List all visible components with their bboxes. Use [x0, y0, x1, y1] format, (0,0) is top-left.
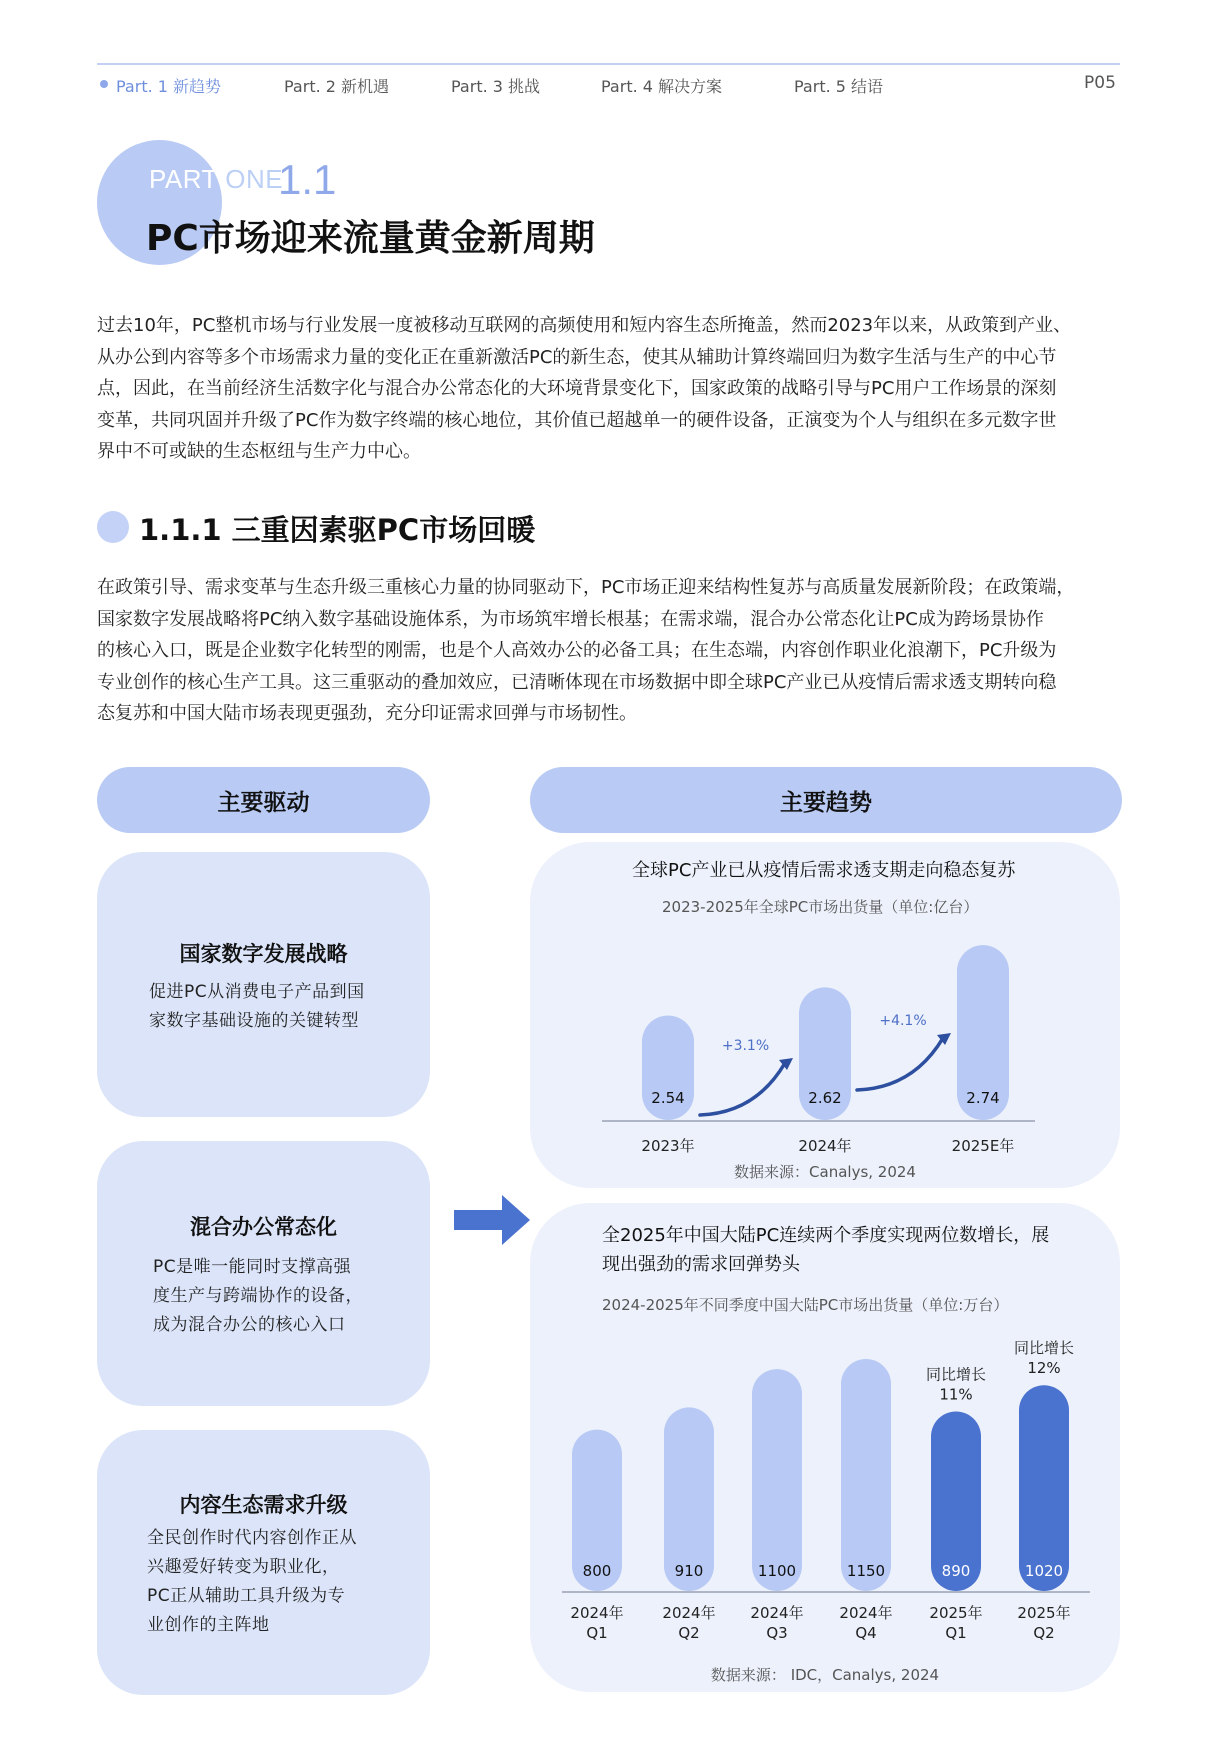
driver-line: 业创作的主阵地	[147, 1615, 270, 1635]
chart1-value-label: 2.62	[808, 1089, 842, 1107]
drivers-header: 主要驱动	[97, 767, 430, 833]
section-line: 的核心入口，既是企业数字化转型的刚需，也是个人高效办公的必备工具；在生态端，内容创作职业化浪潮下，PC升级为	[97, 640, 1057, 661]
chart2-annotation-label: 同比增长	[925, 1365, 987, 1384]
intro-line: 从办公到内容等多个市场需求力量的变化正在重新激活PC的新生态，使其从辅助计算终端回归为数字生活与生产的中心节	[97, 346, 1057, 368]
driver-title: 混合办公常态化	[190, 1215, 337, 1239]
driver-line: 家数字基础设施的关键转型	[149, 1011, 359, 1031]
part-word: PART	[149, 164, 218, 194]
nav-part-5[interactable]: Part. 5 结语	[794, 77, 884, 96]
chart2-category-quarter: Q2	[1033, 1624, 1055, 1642]
chart1-growth-label: +3.1%	[721, 1038, 770, 1054]
card2-subtitle: 2024-2025年不同季度中国大陆PC市场出货量（单位:万台）	[602, 1296, 1009, 1314]
chart2-category-quarter: Q4	[855, 1624, 877, 1642]
intro-paragraph	[97, 310, 1137, 468]
driver-body	[149, 978, 365, 1036]
driver-body	[153, 1253, 363, 1340]
nav-part-2[interactable]: Part. 2 新机遇	[284, 77, 390, 96]
chart1-growth-arrow	[700, 1063, 785, 1115]
driver-card-content-ecosystem	[97, 1430, 430, 1695]
page-number: P05	[1084, 73, 1116, 93]
right-arrow-icon	[454, 1195, 530, 1245]
chart2-bar	[752, 1369, 802, 1591]
driver-line: 成为混合办公的核心入口	[153, 1315, 346, 1335]
driver-line: 促进PC从消费电子产品到国	[149, 982, 365, 1002]
chart2-value-label: 910	[674, 1562, 704, 1580]
driver-line: 兴趣爱好转变为职业化，	[147, 1557, 340, 1577]
chart2-category-quarter: Q1	[586, 1624, 608, 1642]
chart2-value-label: 1100	[757, 1562, 797, 1580]
section-paragraph	[97, 572, 1137, 730]
trends-header: 主要趋势	[530, 767, 1122, 833]
chart2-bar	[841, 1359, 891, 1591]
card2-title	[602, 1221, 1049, 1279]
chart1-value-label: 2.54	[651, 1089, 685, 1107]
section-title: 1.1.1 三重因素驱PC市场回暖	[139, 513, 536, 547]
driver-card-hybrid-office	[97, 1141, 430, 1406]
chart1-growth-label: +4.1%	[879, 1013, 927, 1029]
nav-part-3[interactable]: Part. 3 挑战	[451, 77, 541, 96]
nav-part-4[interactable]: Part. 4 解决方案	[601, 77, 723, 96]
intro-line: 过去10年，PC整机市场与行业发展一度被移动互联网的高频使用和短内容生态所掩盖，然而2023年以来，从政策到产业、	[97, 315, 1072, 336]
driver-line: PC是唯一能同时支撑高强	[153, 1257, 352, 1277]
card2-source: 数据来源： IDC，Canalys, 2024	[710, 1666, 940, 1684]
global-shipment-chart	[530, 924, 1120, 1184]
section-dot-icon	[97, 511, 129, 543]
trend-card-global	[530, 842, 1120, 1188]
chart2-category-quarter: Q1	[945, 1624, 967, 1642]
intro-line: 点，因此，在当前经济生活数字化与混合办公常态化的大环境背景变化下，国家政策的战略引导与PC用户工作场景的深刻	[97, 378, 1057, 399]
section-line: 在政策引导、需求变革与生态升级三重核心力量的协同驱动下，PC市场正迎来结构性复苏与高质量发展新阶段；在政策端，	[97, 577, 1075, 598]
chart1-growth-arrow	[857, 1038, 943, 1090]
chart2-category-year: 2024年	[839, 1604, 893, 1622]
card1-subtitle: 2023-2025年全球PC市场出货量（单位:亿台）	[662, 898, 979, 916]
driver-body	[147, 1524, 357, 1640]
chart2-category-year: 2025年	[929, 1604, 983, 1622]
nav-part-1[interactable]: Part. 1 新趋势	[116, 77, 222, 96]
chart2-category-year: 2024年	[662, 1604, 716, 1622]
china-quarterly-chart	[530, 1319, 1120, 1679]
driver-line: PC正从辅助工具升级为专	[147, 1586, 346, 1606]
chart2-category-year: 2024年	[570, 1604, 624, 1622]
chart2-annotation-label: 同比增长	[1013, 1339, 1075, 1358]
chart2-bar	[1019, 1385, 1069, 1591]
chart2-category-year: 2024年	[750, 1604, 804, 1622]
chart2-annotation-value: 11%	[939, 1385, 973, 1404]
section-line: 态复苏和中国大陆市场表现更强劲，充分印证需求回弹与市场韧性。	[97, 703, 637, 724]
section-line: 专业创作的核心生产工具。这三重驱动的叠加效应，已清晰体现在市场数据中即全球PC产业已从疫情后需求透支期转向稳	[97, 671, 1057, 693]
card2-title-line: 现出强劲的需求回弹势头	[602, 1254, 800, 1275]
active-nav-dot-icon	[100, 80, 108, 88]
intro-line: 界中不可或缺的生态枢纽与生产力中心。	[97, 441, 421, 462]
chart1-category-label: 2024年	[798, 1137, 852, 1155]
card1-title: 全球PC产业已从疫情后需求透支期走向稳态复苏	[632, 860, 1016, 881]
header-rule	[97, 63, 1120, 65]
part-label	[149, 164, 283, 195]
driver-title: 内容生态需求升级	[179, 1493, 348, 1517]
driver-line: 度生产与跨端协作的设备，	[153, 1286, 363, 1306]
chart1-value-label: 2.74	[966, 1089, 1000, 1107]
chart2-category-quarter: Q2	[678, 1624, 700, 1642]
chart2-value-label: 1020	[1024, 1562, 1064, 1580]
chart1-category-label: 2023年	[641, 1137, 695, 1155]
one-word: ONE	[225, 164, 284, 194]
chart2-value-label: 800	[582, 1562, 612, 1580]
chart2-value-label: 890	[941, 1562, 971, 1580]
chart2-annotation-value: 12%	[1027, 1359, 1061, 1378]
trend-card-china	[530, 1203, 1120, 1692]
section-line: 国家数字发展战略将PC纳入数字基础设施体系，为市场筑牢增长根基；在需求端，混合办公常态化让PC成为跨场景协作	[97, 608, 1044, 630]
driver-card-digital-strategy	[97, 852, 430, 1117]
driver-line: 全民创作时代内容创作正从	[147, 1528, 357, 1548]
chart2-category-year: 2025年	[1017, 1604, 1071, 1622]
chart2-value-label: 1150	[846, 1562, 886, 1580]
driver-title: 国家数字发展战略	[179, 942, 348, 966]
page-title: PC市场迎来流量黄金新周期	[146, 218, 595, 259]
chart1-category-label: 2025E年	[951, 1137, 1015, 1155]
card1-source: 数据来源：Canalys, 2024	[734, 1163, 916, 1181]
card2-title-line: 全2025年中国大陆PC连续两个季度实现两位数增长，展	[602, 1225, 1050, 1246]
part-number: 1.1	[278, 156, 337, 203]
intro-line: 变革，共同巩固并升级了PC作为数字终端的核心地位，其价值已超越单一的硬件设备，正演变为个人与组织在多元数字世	[97, 409, 1057, 431]
chart2-category-quarter: Q3	[766, 1624, 788, 1642]
